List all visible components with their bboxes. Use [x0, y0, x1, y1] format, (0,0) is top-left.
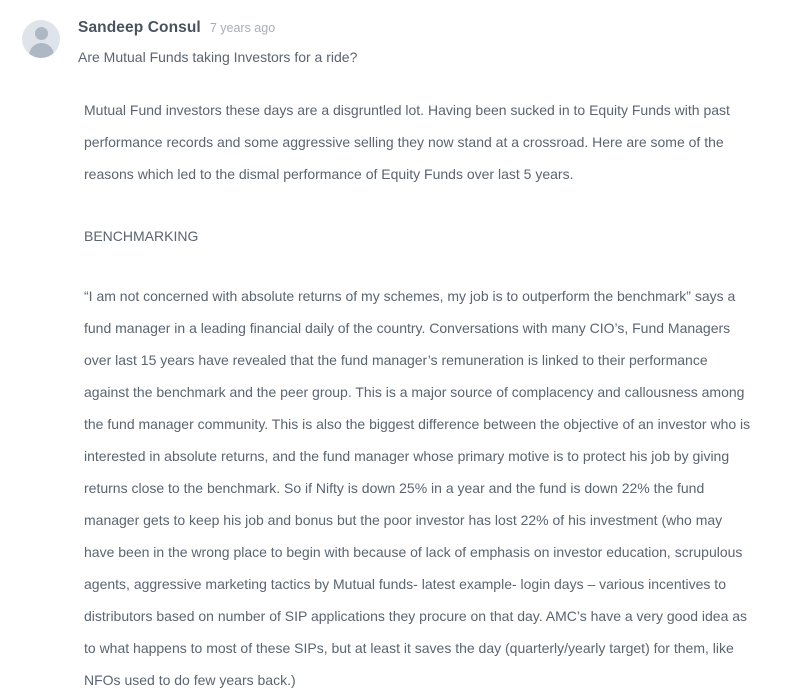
post-subject: Are Mutual Funds taking Investors for a ride? — [78, 49, 358, 65]
post-paragraph: “I am not concerned with absolute returns of my schemes, my job is to outperform the benchmark” says a fund manager in a leading financial daily of the country. Conversations with many CIO’s, Fund Managers over last 15 years have revealed that the fund manager’s remuneration is linked to their performance against the benchmark and the peer group. This is a major source of complacency and callousness among the fund manager community. This is also the biggest difference between the objective of an investor who is interested in absolute returns, and the fund manager whose primary motive is to protect his job by giving returns close to the benchmark. So if Nifty is down 25% in a year and the fund is down 22% the fund manager gets to keep his job and bonus but the poor investor has lost 22% of his investment (who may have been in the wrong place to begin with because of lack of emphasis on investor education, scrupulous agents, aggressive marketing tactics by Mutual funds- latest example- login days – various incentives to distributors based on number of SIP applications they procure on that day. AMC’s have a very good idea as to what happens to most of these SIPs, but at least it saves the day (quarterly/yearly target) for them, like NFOs used to do few years back.) — [84, 287, 751, 688]
author-name[interactable]: Sandeep Consul — [78, 19, 201, 36]
post-section-heading: BENCHMARKING — [84, 227, 199, 244]
avatar-head-shape — [35, 27, 48, 40]
post-paragraph: Mutual Fund investors these days are a disgruntled lot. Having been sucked in to Equity Funds with past performance records and some aggressive selling they now stand at a crossroad. Here are some of the reasons which led to the dismal performance of Equity Funds over last 5 years. — [84, 101, 730, 182]
byline — [78, 19, 357, 37]
post-timestamp: 7 years ago — [209, 21, 276, 35]
user-avatar-icon[interactable] — [22, 20, 60, 58]
avatar-body-shape — [29, 43, 54, 58]
post-header-text — [78, 18, 357, 68]
post-header — [22, 18, 772, 68]
post-body — [22, 94, 772, 696]
